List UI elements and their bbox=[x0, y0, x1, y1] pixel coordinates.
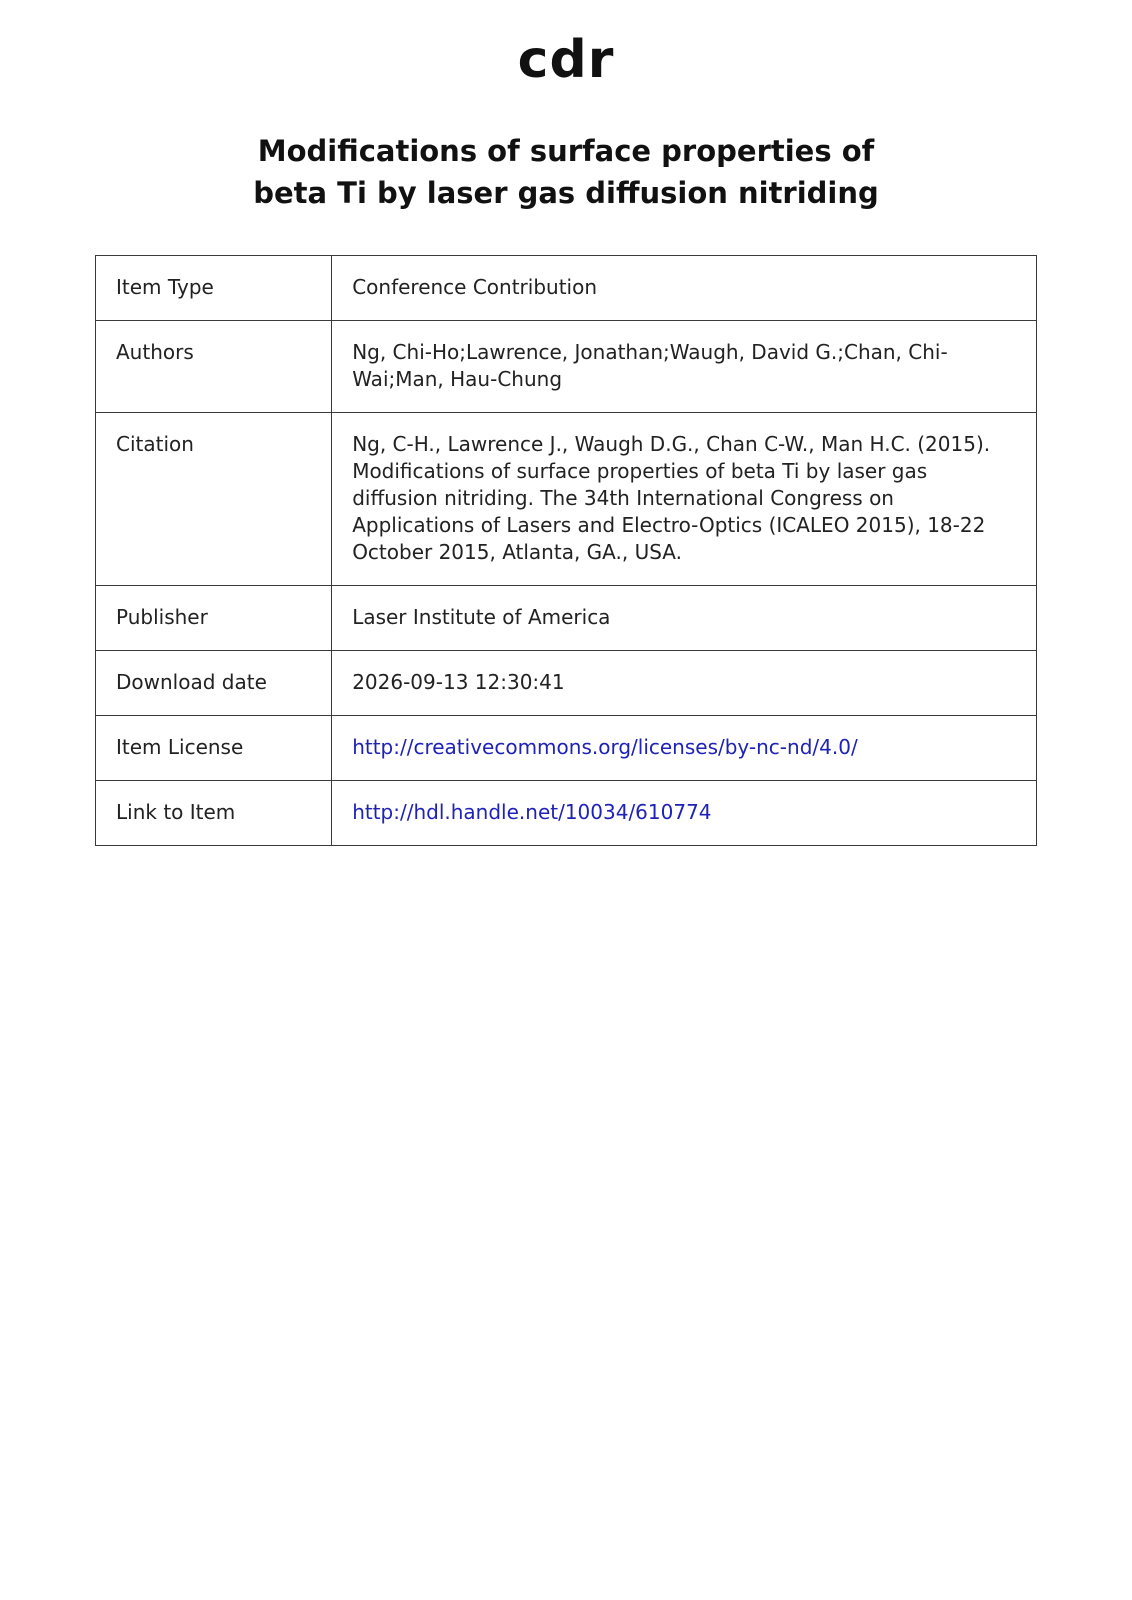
repository-logo: cdr bbox=[517, 30, 615, 90]
item-license-cell bbox=[332, 716, 1037, 781]
publisher-label: Publisher bbox=[96, 586, 332, 651]
table-row-citation bbox=[96, 413, 1037, 586]
link-to-item-cell bbox=[332, 781, 1037, 846]
table-row-publisher bbox=[96, 586, 1037, 651]
table-row-download-date bbox=[96, 651, 1037, 716]
publisher-value: Laser Institute of America bbox=[332, 586, 1037, 651]
link-to-item-link[interactable]: http://hdl.handle.net/10034/610774 bbox=[352, 800, 712, 824]
title-line-2: beta Ti by laser gas diffusion nitriding bbox=[253, 176, 879, 210]
authors-value: Ng, Chi-Ho;Lawrence, Jonathan;Waugh, David G.;Chan, Chi-Wai;Man, Hau-Chung bbox=[332, 321, 1037, 413]
table-row-link-to-item bbox=[96, 781, 1037, 846]
table-row-item-type bbox=[96, 256, 1037, 321]
download-date-value: 2026-09-13 12:30:41 bbox=[332, 651, 1037, 716]
citation-label: Citation bbox=[96, 413, 332, 586]
metadata-table bbox=[95, 255, 1037, 846]
document-title bbox=[166, 130, 966, 214]
item-license-label: Item License bbox=[96, 716, 332, 781]
table-row-authors bbox=[96, 321, 1037, 413]
item-type-label: Item Type bbox=[96, 256, 332, 321]
title-line-1: Modifications of surface properties of bbox=[257, 134, 875, 168]
item-license-link[interactable]: http://creativecommons.org/licenses/by-nc-nd/4.0/ bbox=[352, 735, 858, 759]
authors-label: Authors bbox=[96, 321, 332, 413]
citation-value: Ng, C-H., Lawrence J., Waugh D.G., Chan C-W., Man H.C. (2015). Modifications of surface properties of beta Ti by laser gas diffusion nitriding. The 34th International Congress on Applications of Lasers and Electro-Optics (ICALEO 2015), 18-22 October 2015, Atlanta, GA., USA. bbox=[332, 413, 1037, 586]
download-date-label: Download date bbox=[96, 651, 332, 716]
link-to-item-label: Link to Item bbox=[96, 781, 332, 846]
item-type-value: Conference Contribution bbox=[332, 256, 1037, 321]
table-row-item-license bbox=[96, 716, 1037, 781]
